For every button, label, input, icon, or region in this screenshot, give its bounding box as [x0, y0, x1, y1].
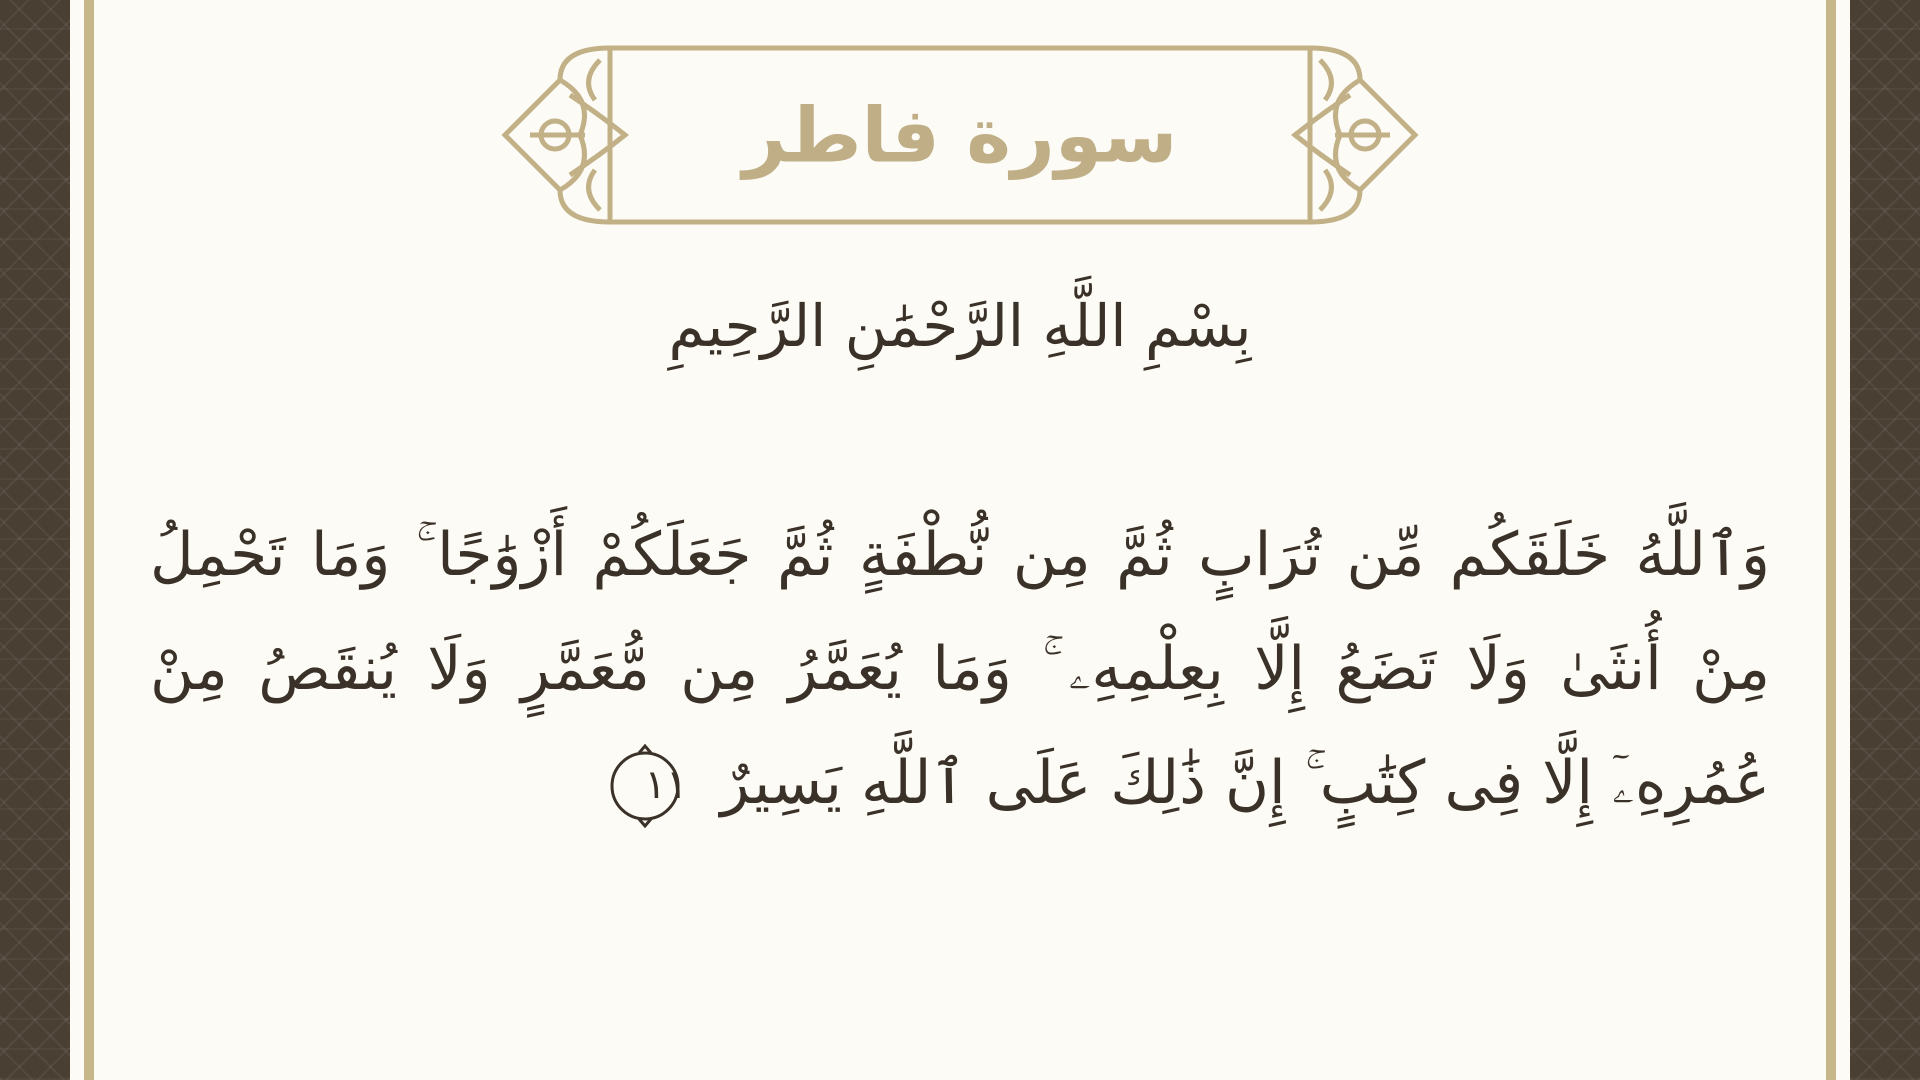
surah-title: سورة فاطر: [742, 90, 1178, 180]
right-gold-rule: [1826, 0, 1836, 1080]
verse-text-block: [150, 498, 1770, 840]
verse-text: وَٱللَّهُ خَلَقَكُم مِّن تُرَابٍ ثُمَّ مِن نُّطْفَةٍ ثُمَّ جَعَلَكُمْ أَزْوَٰجًا ۚ وَمَا تَحْمِلُ مِنْ أُنثَىٰ وَلَا تَضَعُ إِلَّا بِعِلْمِهِۦ ۚ وَمَا يُعَمَّرُ مِن مُّعَمَّرٍ وَلَا يُنقَصُ مِنْ عُمُرِهِۦٓ إِلَّا فِى كِتَٰبٍ ۚ إِنَّ ذَٰلِكَ عَلَى ٱللَّهِ يَسِيرٌ: [150, 520, 1770, 818]
ayah-number-marker: [603, 744, 687, 828]
surah-title-frame: [500, 40, 1420, 230]
left-ornamental-border: [0, 0, 70, 1080]
ayah-number: ١١: [644, 762, 688, 809]
right-ornamental-border: [1850, 0, 1920, 1080]
basmala: بِسْمِ اللَّهِ الرَّحْمَٰنِ الرَّحِيمِ: [668, 292, 1252, 360]
left-gold-rule: [84, 0, 94, 1080]
